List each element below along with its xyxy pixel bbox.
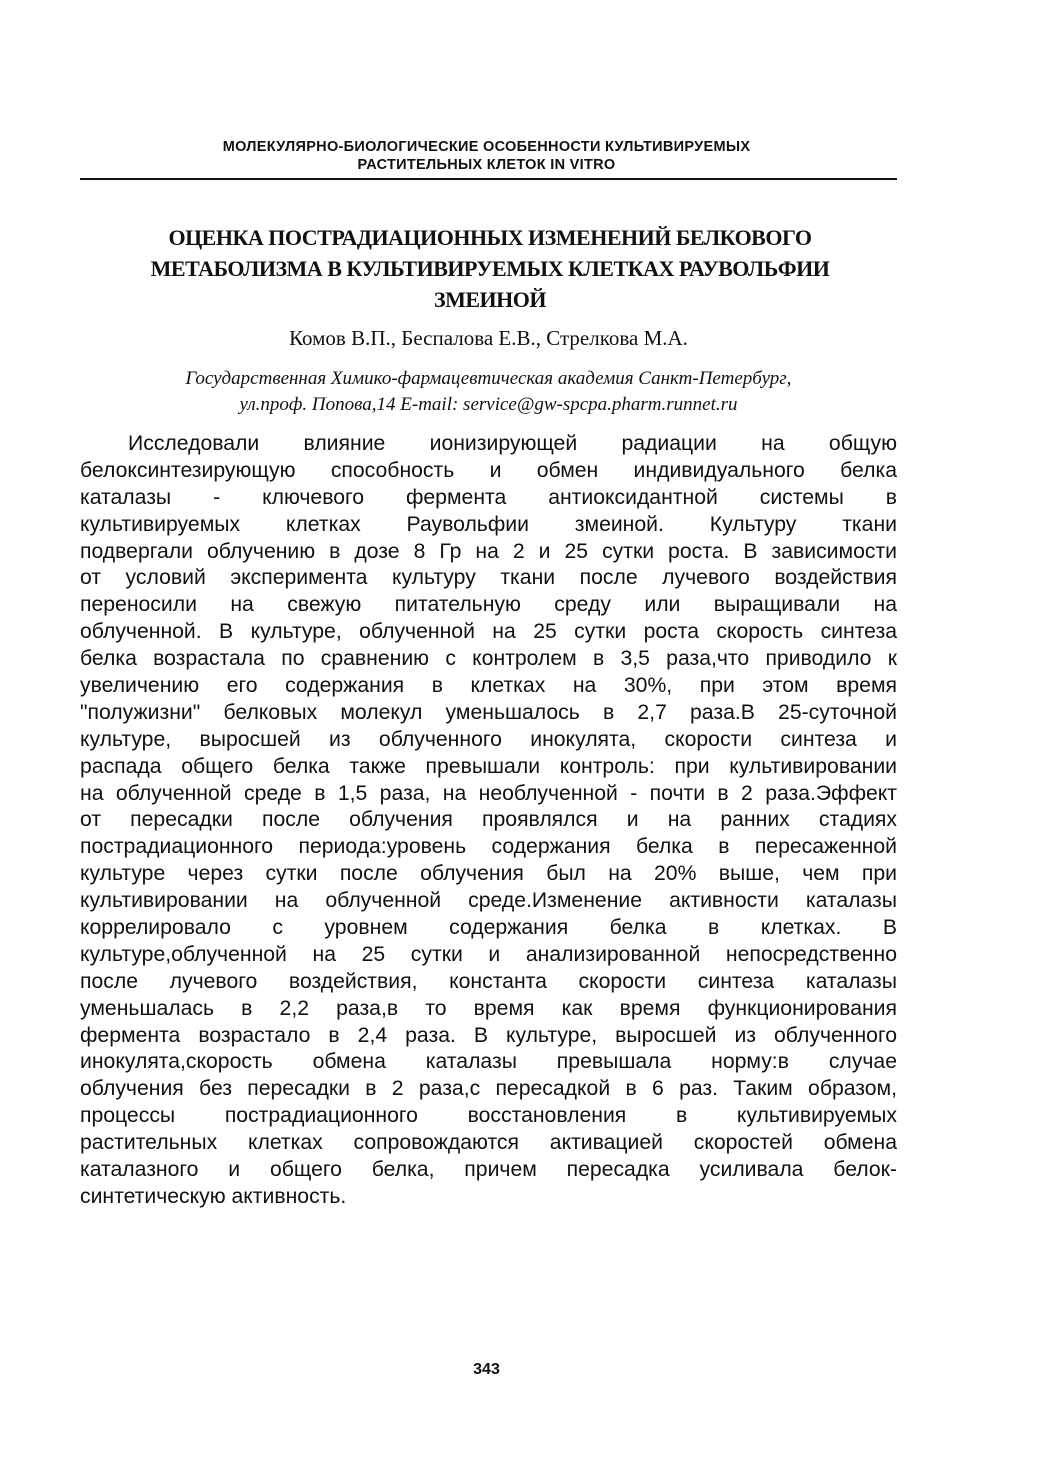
abstract-line: распада общего белка также превышали контроль: при культивировании [80, 754, 897, 778]
abstract-line: каталазы - ключевого фермента антиоксидантной системы в [80, 485, 897, 509]
abstract-line: синтетическую активность. [80, 1184, 347, 1208]
running-header [80, 138, 893, 174]
title-line: ОЦЕНКА ПОСТРАДИАЦИОННЫХ ИЗМЕНЕНИЙ БЕЛКОВОГО [168, 225, 812, 250]
abstract-line: уменьшалась в 2,2 раза,в то время как время функционирования [80, 996, 897, 1020]
article-title [95, 222, 885, 315]
abstract-line: белка возрастала по сравнению с контролем в 3,5 раза,что приводило к [80, 647, 897, 671]
abstract-line: после лучевого воздействия, константа скорости синтеза каталазы [80, 969, 897, 993]
abstract-line: культивировании на облученной среде.Изменение активности каталазы [80, 889, 897, 913]
page-number: 343 [473, 1361, 500, 1378]
abstract-text [80, 431, 897, 1211]
affiliation-line: Государственная Химико-фармацевтическая академия Санкт-Петербург, [185, 368, 792, 389]
affiliation [80, 366, 897, 418]
abstract-line: белоксинтезирующую способность и обмен индивидуального белка [80, 458, 897, 482]
abstract-line: облученной. В культуре, облученной на 25 сутки роста скорость синтеза [80, 620, 897, 644]
abstract-line: растительных клетках сопровождаются активацией скоростей обмена [80, 1131, 897, 1155]
abstract-line: пострадиационного периода:уровень содержания белка в пересаженной [80, 835, 897, 859]
abstract-line: коррелировало с уровнем содержания белка в клетках. В [80, 916, 897, 940]
affiliation-line: ул.проф. Попова,14 E-mail: service@gw-spcpa.pharm.runnet.ru [239, 394, 738, 415]
abstract-line: инокулята,скорость обмена каталазы превышала норму:в случае [80, 1050, 897, 1074]
abstract-line: от условий эксперимента культуру ткани после лучевого воздействия [80, 566, 897, 590]
title-line: ЗМЕИНОЙ [434, 287, 546, 312]
title-line: МЕТАБОЛИЗМА В КУЛЬТИВИРУЕМЫХ КЛЕТКАХ РАУВОЛЬФИИ [150, 256, 830, 281]
running-header-line: РАСТИТЕЛЬНЫХ КЛЕТОК IN VITRO [357, 157, 616, 173]
abstract-line: культуре, выросшей из облученного инокулята, скорости синтеза и [80, 727, 897, 751]
abstract-line: "полужизни" белковых молекул уменьшалось в 2,7 раза.В 25-суточной [80, 700, 897, 724]
header-rule [80, 178, 897, 180]
abstract-line: культивируемых клетках Раувольфии змеиной. Культуру ткани [80, 512, 897, 536]
running-header-line: МОЛЕКУЛЯРНО-БИОЛОГИЧЕСКИЕ ОСОБЕННОСТИ КУЛЬТИВИРУЕМЫХ [222, 139, 751, 155]
abstract-line: на облученной среде в 1,5 раза, на необлученной - почти в 2 раза.Эффект [80, 781, 897, 805]
abstract-line: культуре,облученной на 25 сутки и анализированной непосредственно [80, 942, 897, 966]
abstract-line: культуре через сутки после облучения был на 20% выше, чем при [80, 862, 897, 886]
abstract-line: облучения без пересадки в 2 раза,с пересадкой в 6 раз. Таким образом, [80, 1077, 897, 1101]
abstract-line: переносили на свежую питательную среду или выращивали на [80, 593, 897, 617]
authors: Комов В.П., Беспалова Е.В., Стрелкова М.А. [289, 326, 688, 350]
abstract-line: процессы пострадиационного восстановления в культивируемых [80, 1104, 897, 1128]
abstract-line: от пересадки после облучения проявлялся и на ранних стадиях [80, 808, 897, 832]
abstract-line: каталазного и общего белка, причем пересадка усиливала белок- [80, 1158, 897, 1182]
abstract-line: увеличению его содержания в клетках на 30%, при этом время [80, 674, 897, 698]
abstract-line: Исследовали влияние ионизирующей радиации на общую [128, 432, 897, 455]
abstract-line: подвергали облучению в дозе 8 Гр на 2 и 25 сутки роста. В зависимости [80, 539, 897, 563]
abstract-line: фермента возрастало в 2,4 раза. В культуре, выросшей из облученного [80, 1023, 897, 1047]
